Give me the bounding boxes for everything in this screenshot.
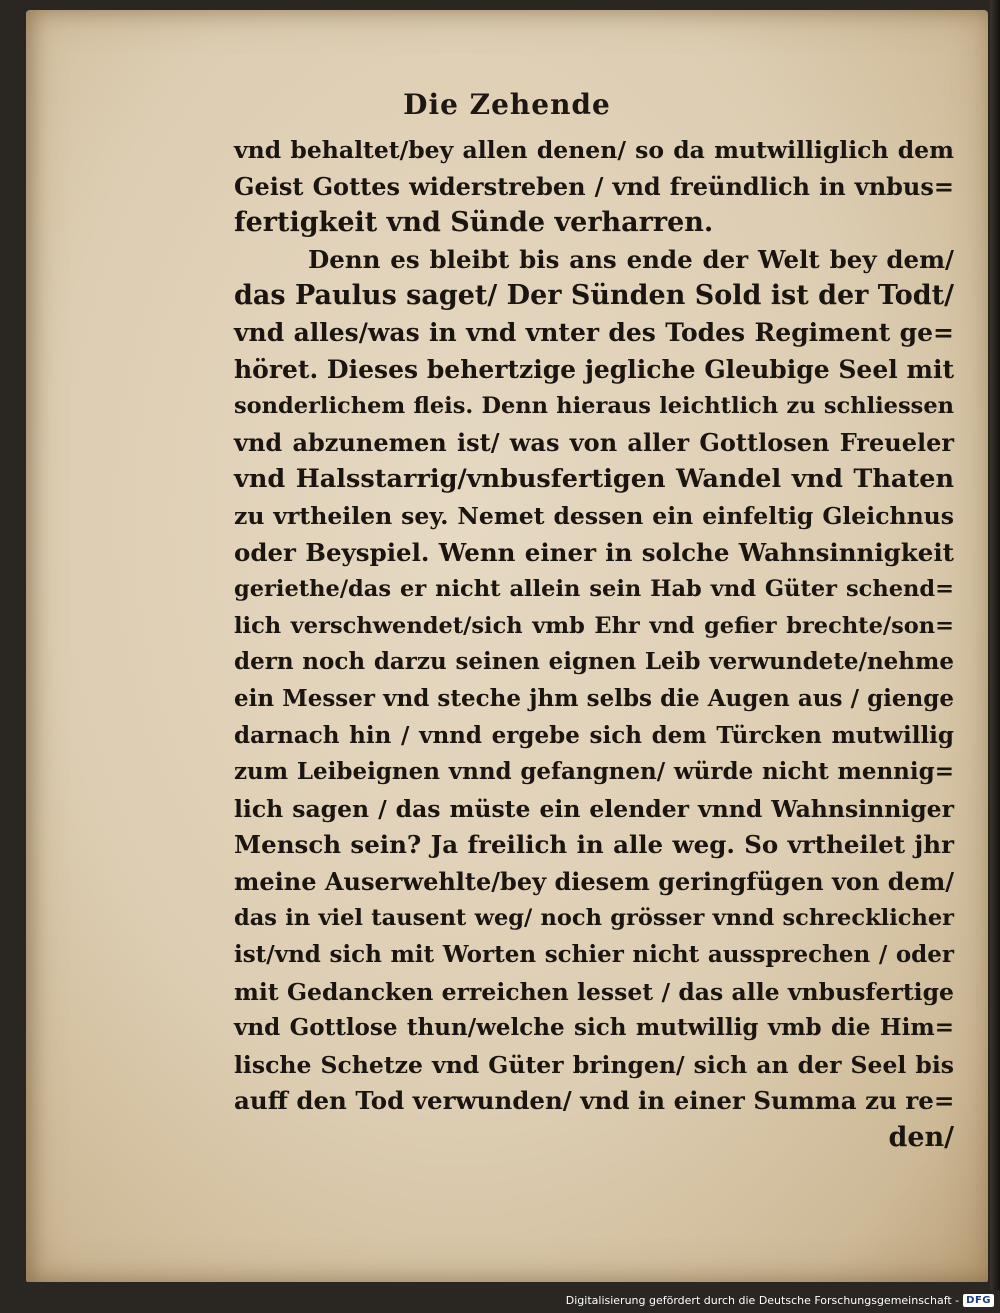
text-line: vnd alles/was in vnd vnter des Todes Regiment ge=	[234, 317, 954, 347]
running-head: Die Zehende	[403, 88, 611, 121]
text-line: Mensch sein? Ja freilich in alle weg. So vrtheilet jhr	[234, 830, 954, 860]
text-line: geriethe/das er nicht allein sein Hab vnd Güter schend=	[234, 576, 954, 603]
text-line: zu vrtheilen sey. Nemet dessen ein einfeltig Gleichnus	[234, 501, 954, 530]
text-line: ist/vnd sich mit Worten schier nicht aussprechen / oder	[234, 941, 954, 969]
text-line: vnd Halsstarrig/vnbusfertigen Wandel vnd Thaten	[234, 464, 954, 495]
text-line: vnd Gottlose thun/welche sich mutwillig vmb die Him=	[234, 1014, 954, 1042]
text-line: vnd abzunemen ist/ was von aller Gottlosen Freueler	[234, 427, 954, 457]
text-line: sonderlichem fleis. Denn hieraus leichtlich zu schliessen	[234, 393, 954, 420]
text-line: lische Schetze vnd Güter bringen/ sich an der Seel bis	[234, 1050, 954, 1079]
text-line: das Paulus saget/ Der Sünden Sold ist der Todt/	[234, 280, 954, 312]
text-line: vnd behaltet/bey allen denen/ so da mutwilliglich dem	[234, 136, 954, 164]
text-line: das in viel tausent weg/ noch grösser vnnd schrecklicher	[234, 905, 954, 932]
text-line: mit Gedancken erreichen lesset / das alle vnbusfertige	[234, 977, 954, 1006]
book-page	[26, 10, 988, 1282]
book-edge	[990, 0, 1000, 1290]
text-line: Denn es bleibt bis ans ende der Welt bey dem/	[308, 244, 954, 274]
text-line: höret. Dieses behertzige jegliche Gleubige Seel mit	[234, 354, 954, 384]
text-line: zum Leibeignen vnnd gefangnen/ würde nicht mennig=	[234, 758, 954, 786]
text-line: lich verschwendet/sich vmb Ehr vnd gefier brechte/son=	[234, 612, 954, 639]
text-line: ein Messer vnd steche jhm selbs die Augen aus / gienge	[234, 684, 954, 712]
catchword: den/	[888, 1122, 954, 1154]
text-line: oder Beyspiel. Wenn einer in solche Wahnsinnigkeit	[234, 537, 954, 567]
text-line: lich sagen / das müste ein elender vnnd Wahnsinniger	[234, 794, 954, 823]
credit-text: Digitalisierung gefördert durch die Deutsche Forschungsgemeinschaft -	[565, 1293, 960, 1307]
text-line: fertigkeit vnd Sünde verharren.	[234, 207, 714, 239]
text-line: Geist Gottes widerstreben / vnd freündlich in vnbus=	[234, 171, 954, 201]
footer-credit	[566, 1291, 994, 1309]
text-line: auff den Tod verwunden/ vnd in einer Summa zu re=	[234, 1086, 955, 1116]
text-line: meine Auserwehlte/bey diesem geringfügen von dem/	[234, 866, 954, 896]
text-block	[234, 132, 954, 1157]
dfg-logo: DFG	[963, 1294, 994, 1307]
text-line: dern noch darzu seinen eignen Leib verwundete/nehme	[234, 648, 954, 676]
text-line: darnach hin / vnnd ergebe sich dem Türcken mutwillig	[234, 721, 954, 749]
